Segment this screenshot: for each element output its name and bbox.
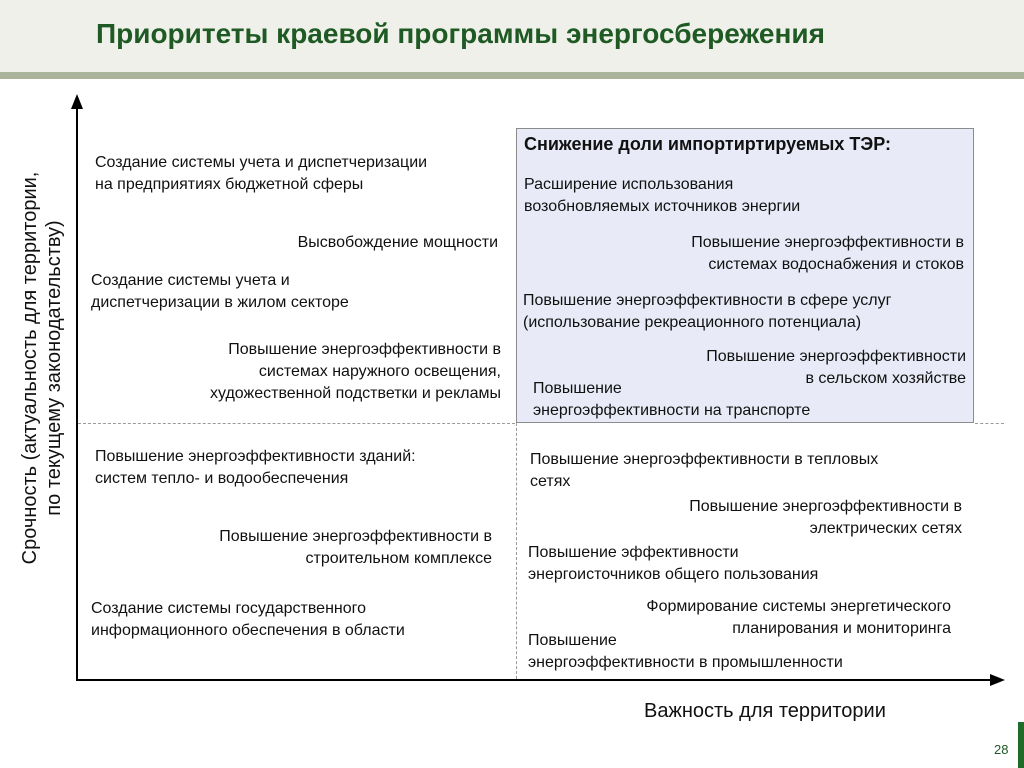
x-axis-arrow-icon — [990, 674, 1005, 686]
quadrant-item: Повышение энергоэффективности в сфере услуг (использование рекреационного потенциала) — [523, 292, 892, 331]
quadrant-item: Повышение энергоэффективности зданий: систем тепло- и водообеспечения — [95, 448, 416, 487]
quadrant-item: Повышение энергоэффективности в сельском хозяйстве — [706, 348, 966, 387]
page-number: 28 — [994, 742, 1009, 757]
quadrant-item: Повышение энергоэффективности в электрических сетях — [689, 498, 962, 537]
quadrant-divider-horizontal — [78, 423, 515, 424]
quadrant-item: Повышение энергоэффективности на транспорте — [533, 380, 811, 419]
quadrant-divider-horizontal-right — [975, 423, 1004, 424]
quadrant-item: Повышение энергоэффективности в промышленности — [528, 632, 843, 671]
x-axis — [76, 679, 993, 681]
quadrant-item: Повышение энергоэффективности в системах наружного освещения, художественной подстветки и рекламы — [210, 341, 501, 402]
y-axis — [76, 108, 78, 681]
y-axis-label: Срочность (актуальность для территории, по текущему законодательству) — [19, 171, 65, 565]
x-axis-label: Важность для территории — [644, 700, 886, 722]
y-axis-arrow-icon — [71, 94, 83, 109]
page-title: Приоритеты краевой программы энергосбережения — [96, 18, 825, 49]
quadrant-item: Повышение энергоэффективности в тепловых сетях — [530, 451, 879, 490]
quadrant-item: Создание системы учета и диспетчеризации на предприятиях бюджетной сферы — [95, 154, 428, 193]
header-rule — [0, 72, 1024, 79]
quadrant-divider-vertical — [516, 423, 517, 679]
quadrant-item: Расширение использования возобновляемых источников энергии — [524, 176, 801, 215]
quadrant-item: Создание системы государственного информационного обеспечения в области — [91, 600, 405, 639]
quadrant-item: Повышение энергоэффективности в системах водоснабжения и стоков — [691, 234, 964, 273]
quadrant-item: Повышение энергоэффективности в строительном комплексе — [219, 528, 492, 567]
box-title: Снижение доли импортиртируемых ТЭР: — [524, 134, 891, 154]
quadrant-item: Создание системы учета и диспетчеризации в жилом секторе — [91, 272, 349, 311]
quadrant-item: Повышение эффективности энергоисточников общего пользования — [528, 544, 819, 583]
quadrant-item: Формирование системы энергетического планирования и мониторинга — [646, 598, 951, 637]
page-accent-bar — [1018, 722, 1024, 768]
quadrant-item: Высвобождение мощности — [297, 234, 498, 251]
